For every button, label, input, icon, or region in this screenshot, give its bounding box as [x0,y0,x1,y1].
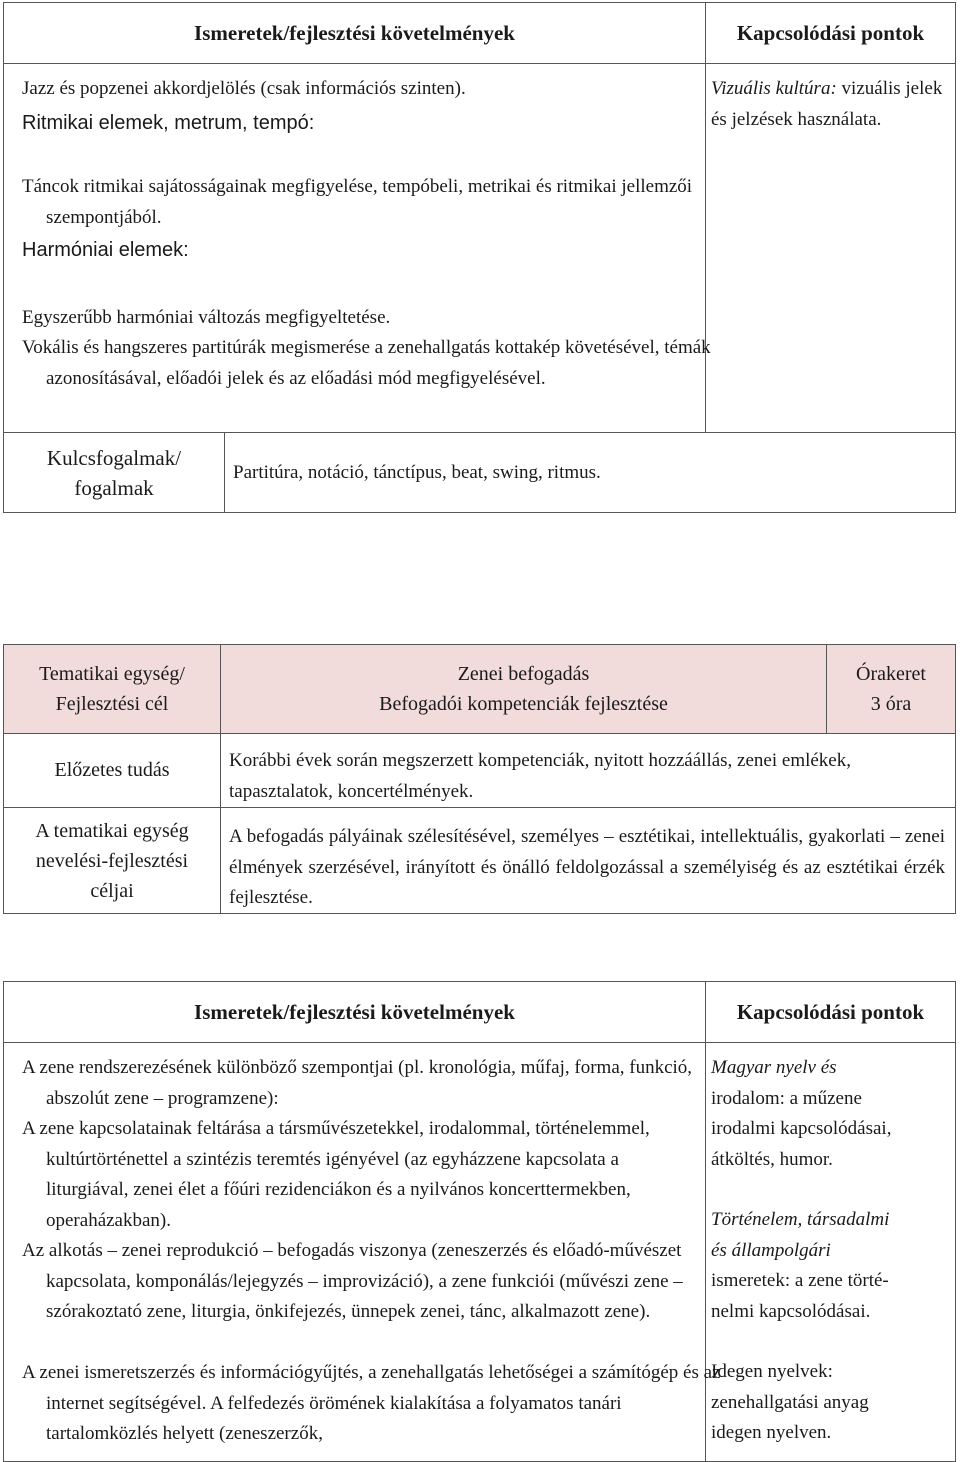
table3-link3-line3: idegen nyelven. [711,1422,832,1443]
table2-unit-title-cell [220,644,827,734]
table2-hours-cell [826,644,956,734]
table2-goals-label-line3: céljai [90,879,134,902]
table3-item-3: Az alkotás – zenei reprodukció – befogadás viszonya (zeneszerzés és előadó-művészet kapcsolata, komponálás/lejegyzés – improvizáció), a zene funkciói (művészi zene – szórakoztató zene, liturgia, önkifejezés, ünnepek zenei, tánc, alkalmazott zene). [22,1240,683,1322]
table2-unit-label-line2: Fejlesztési cél [55,693,169,715]
table2-goals-label-line2: nevelési-fejlesztési [35,849,189,872]
table1-key-value-cell [224,432,956,513]
table2-hours-value: 3 óra [870,693,912,715]
table3-link2-line1: ismeretek: a zene törté- [711,1270,889,1291]
table2-unit-label-line1: Tematikai egység/ [39,663,185,685]
table2-unit-title-line1: Zenei befogadás [457,663,590,685]
table1-key-label-line1: Kulcsfogalmak/ [46,445,182,470]
table3-link2-line2: nelmi kapcsolódásai. [711,1300,871,1322]
table1-paragraph-chords: Jazz és popzenei akkordjelölés (csak információs szinten). [22,78,466,99]
table1-paragraph-dances: Táncok ritmikai sajátosságainak megfigyelése, tempóbeli, metrikai és ritmikai jellemzői szempontjából. [22,176,693,228]
table1-header-left [3,2,706,64]
table3-link1-line3: átköltés, humor. [711,1148,833,1170]
table2-prior-value-cell [220,733,956,808]
table2-goals-value: A befogadás pályáinak szélesítésével, személyes – esztétikai, intellektuális, gyakorlati – zenei élmények szerzésével, irányított és önálló feldolgozással a személyiség és az esztétikai érzék fejlesztése. [229,826,945,908]
table2-prior-label-cell [3,733,221,808]
table3-link1-subject: Magyar nyelv és [711,1057,837,1078]
table1-paragraph-scores: Vokális és hangszeres partitúrák megismerése a zenehallgatás kottakép követésével, témák azonosításával, előadói jelek és az előadási mód megfigyelésével. [22,337,711,389]
table3-header-left-text: Ismeretek/fejlesztési követelmények [194,999,515,1024]
table3-links [711,1053,951,1449]
table3-link2-subject-1: Történelem, társadalmi [711,1209,890,1230]
table3-link1-line2: irodalmi kapcsolódásai, [711,1118,892,1139]
table2-goals-label-cell [3,807,221,914]
table2-prior-value: Korábbi évek során megszerzett kompetenciák, nyitott hozzáállás, zenei emlékek, tapasztalatok, koncertélmények. [229,750,851,802]
table3-link1-line1: irodalom: a műzene [711,1087,862,1109]
table1-paragraph-harmony-change: Egyszerűbb harmóniai változás megfigyeltetése. [22,307,391,328]
table3-item-4: A zenei ismeretszerzés és információgyűjtés, a zenehallgatás lehetőségei a számítógép és az internet segítségével. A felfedezés örömének kialakítása a folyamatos tanári tartalomközlés helyett (zeneszerzők, [22,1362,721,1444]
table2-unit-title-line2: Befogadói kompetenciák fejlesztése [379,693,668,715]
table1-links [711,74,951,135]
table3-item-2: A zene kapcsolatainak feltárása a társművészetekkel, irodalommal, történelemmel, kultúrtörténettel a szintézis teremtés igényével (az egyházzene kapcsolata a liturgiával, zenei élet a főúri rezidenciákon és a nyilvános koncerttermekben, operaházakban). [22,1118,650,1231]
table3-item-1: A zene rendszerezésének különböző szempontjai (pl. kronológia, műfaj, forma, funkció, abszolút zene – programzene): [22,1057,693,1109]
table3-header-right [705,981,956,1043]
table1-link-subject: Vizuális kultúra: [711,78,837,99]
table1-heading-rhythm: Ritmikai elemek, metrum, tempó: [22,112,315,134]
table1-link-text: vizuális jelek és jelzések használata. [711,78,943,130]
table2-goals-value-cell [220,807,956,914]
table2-hours-label: Órakeret [856,663,926,685]
table2-unit-label-cell [3,644,221,734]
table1-header-right [705,2,956,64]
table3-link3-line2: zenehallgatási anyag [711,1391,869,1413]
table1-key-value: Partitúra, notáció, tánctípus, beat, swing, ritmus. [233,461,601,483]
table1-key-label-cell [3,432,225,513]
table1-header-left-text: Ismeretek/fejlesztési követelmények [194,20,515,45]
table3-header-right-text: Kapcsolódási pontok [736,999,925,1024]
table3-header-left [3,981,706,1043]
table2-prior-label: Előzetes tudás [54,759,170,781]
table3-link2-subject-2: és állampolgári [711,1239,831,1261]
table2-goals-label-line1: A tematikai egység [35,819,189,842]
table1-header-right-text: Kapcsolódási pontok [736,20,925,45]
table1-key-label-line2: fogalmak [74,475,154,500]
table1-heading-harmony: Harmóniai elemek: [22,239,189,261]
table3-link3-line1: Idegen nyelvek: [711,1361,833,1382]
